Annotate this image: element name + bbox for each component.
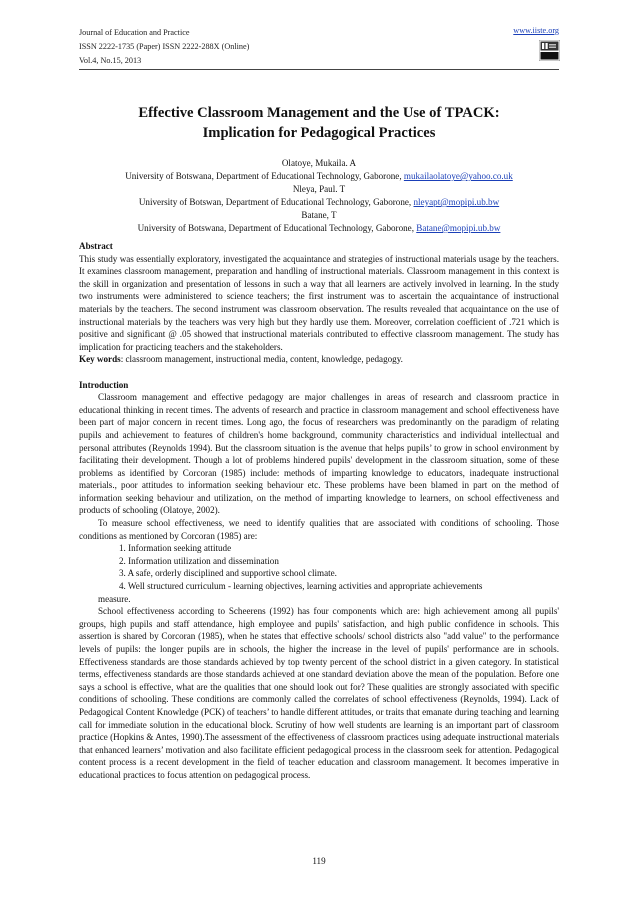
abstract-heading: Abstract [79,241,113,251]
journal-url-link[interactable]: www.iiste.org [513,26,559,35]
title-line-2: Implication for Pedagogical Practices [202,125,436,141]
author-email-link[interactable]: nleyapt@mopipi.ub.bw [413,197,500,207]
list-item-continuation: measure. [98,593,131,604]
journal-header [79,26,249,68]
intro-paragraph-3: School effectiveness according to Scheerens (1992) has four components which are: high achievement among all pupils' groups, high pupils and staff attendance, high employee and pupils' satisfaction, and high public confidence in schools. This assertion is shared by Corcoran (1985), when he states that effective schools/ school districts also "add value" to the performance levels of pupils: the longer pupils are in schools, the higher the increase in the level of pupils' performance are in schools. Effectiveness standards are those standards achieved by top twenty percent of the school district in a given category. In statistical terms, effectiveness standards are those standards achieved at one standard deviation above the mean of the population. Before one says a school is effective, what are the qualities that one should look out for? These qualities are strongly associated with specific conditions of schooling. These conditions are commonly called the correlates of school effectiveness (Reynolds, 1994). Lack of Pedagogical Content Knowledge (PCK) of teachers’ to handle different attitudes, or traits that emanate during teaching and learning call for immediate solution in the educational block. Scrutiny of how well students are learning is an important part of classroom practice (Hopkins & Antes, 1990).The assessment of the effectiveness of classroom practices using adequate instructional materials that enhanced learners’ motivation and also facilitate efficient pedagogical process in the classroom seek for attention. Pedagogical content process is a recent development in the field of teacher education and classroom management. It becomes imperative in educational practices to focus attention on pedagogical process. [79,606,559,780]
affiliation-text: University of Botswana, Department of Educational Technology, Gaborone, [125,171,404,181]
list-item: 2. Information utilization and dissemination [119,555,279,566]
affiliation-text: University of Botswan, Department of Educational Technology, Gaborone, [138,197,414,207]
list-item: 3. A safe, orderly disciplined and supportive school climate. [119,568,337,579]
keywords [79,353,559,366]
header-rule [79,69,559,70]
author-affiliation [70,222,568,235]
author-name: Olatoye, Mukaila. A [281,158,357,168]
journal-name: Journal of Education and Practice [79,28,190,37]
author-email-link[interactable]: Batane@mopipi.ub.bw [416,223,501,233]
title-line-1: Effective Classroom Management and the Use of TPACK: [138,105,500,121]
intro-paragraph-1: Classroom management and effective pedagogy are major challenges in areas of research and classroom practice in educational thinking in recent times. The advents of research and practice in classroom management and school effectiveness have been part of major concern in recent times. Long ago, the focus of researchers was predominantly on the paradigm of relating pupils and achievement to features of children's home background, community characteristics and individual intellectual and personal attributes (Reynolds 1994). But the classroom situation is the avenue that helps pupils’ to grow in school environment by facilitating their development. Though a lot of problems hindered pupils' development in the classroom situation, some of these problems as identified by Corcoran (1985) include: methods of imparting knowledge to educators, inadequate instructional materials., poor attitudes to information seeking behaviour etc. These problems have been blamed in part on the method of information seeking behaviour and utilization, on the method of imparting knowledge to learners, on school effectiveness and products of schooling (Olatoye, 2002). [79,392,559,516]
iiste-logo [539,40,560,61]
author-affiliation [70,196,568,209]
journal-issn: ISSN 2222-1735 (Paper) ISSN 2222-288X (Online) [79,42,250,51]
intro-paragraph-2: To measure school effectiveness, we need to identify qualities that are associated with conditions of schooling. Those conditions as mentioned by Corcoran (1985) are: [79,518,559,541]
list-item: 1. Information seeking attitude [119,543,232,554]
paper-body [79,240,559,782]
abstract-text: This study was essentially exploratory, investigated the acquaintance and strategies of instructional materials usage by the teachers. It examines classroom management, preparation and handling of instructional materials. Classroom management in this context is the skill in organization and presentation of lessons in such a way that all learners are actively involved in learning. In the study two instruments were administered to science teachers; the first instrument was to ascertain the acquaintance of instructional materials by the teachers. The second instrument was classroom observation. The results revealed that acquaintance on the use of instructional materials by the teachers was very high but they hardly use them. Moreover, correlation coefficient of .721 which is positive and significant @ .05 showed that instructional materials contributed to effective classroom management. The study has implication for practicing teachers and the stakeholders. [79,253,559,352]
affiliation-text: University of Botswana, Department of Educational Technology, Gaborone, [137,223,417,233]
paper-title [79,103,559,143]
introduction-heading: Introduction [79,379,129,390]
author-email-link[interactable]: mukailaolatoye@yahoo.co.uk [403,171,513,181]
author-name: Batane, T [301,210,337,220]
author-name: Nleya, Paul. T [292,184,346,194]
journal-volume: Vol.4, No.15, 2013 [79,56,142,65]
page-number: 119 [312,856,326,866]
keywords-text: : classroom management, instructional media, content, knowledge, pedagogy. [120,354,403,365]
list-item: 4. Well structured curriculum - learning objectives, learning activities and appropriate achievements [119,581,483,592]
author-affiliation [70,170,568,183]
keywords-label: Key words [79,354,121,365]
author-block [70,157,568,235]
